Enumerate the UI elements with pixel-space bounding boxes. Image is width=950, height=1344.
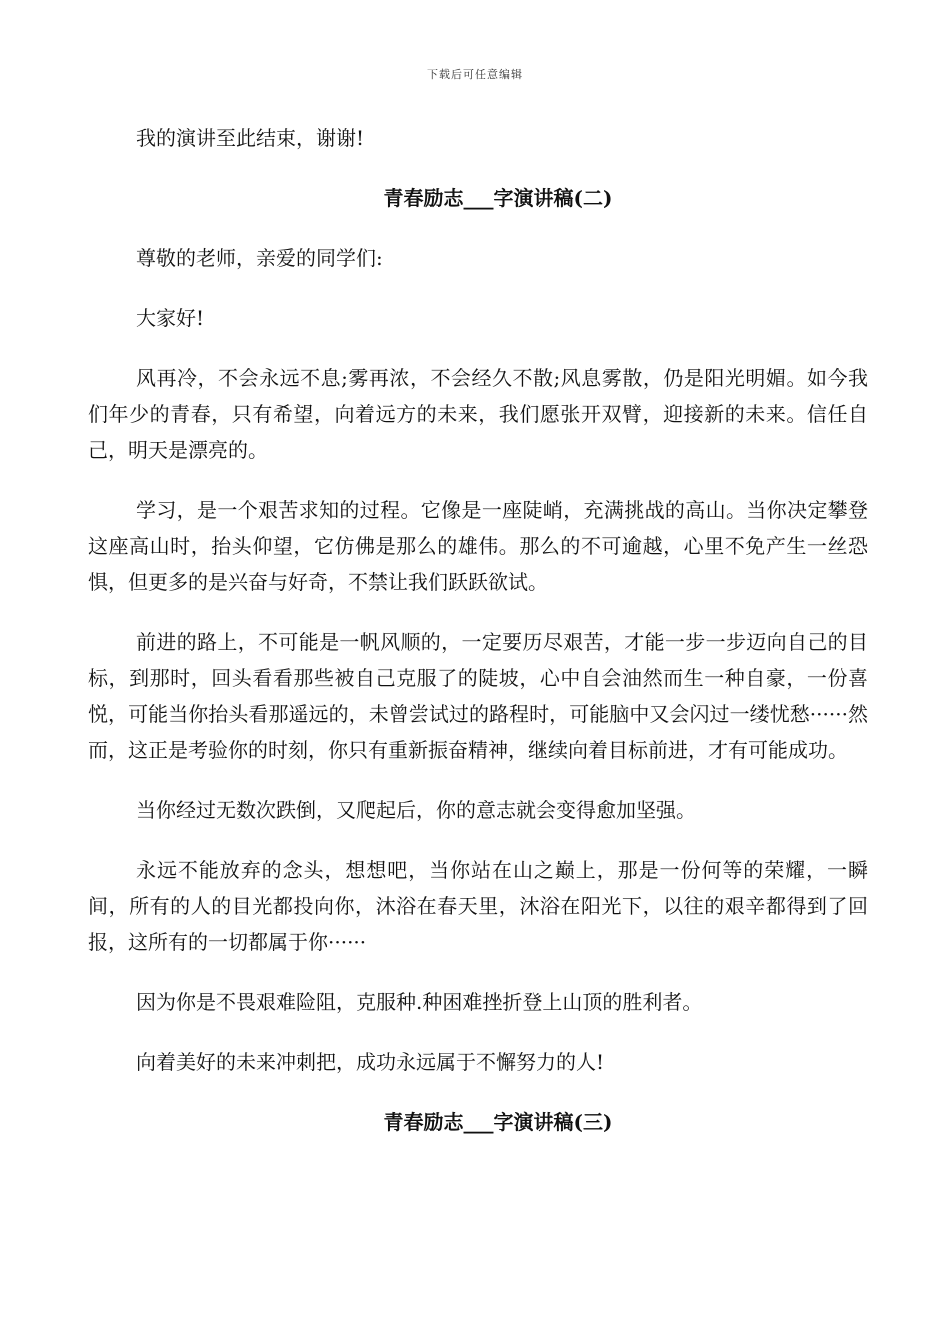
- body-paragraph: 向着美好的未来冲刺把，成功永远属于不懈努力的人!: [136, 1050, 605, 1074]
- body-paragraph: 学习，是一个艰苦求知的过程。它像是一座陡峭，充满挑战的高山。当你决定攀登这座高山时，抬头仰望，它仿佛是那么的雄伟。那么的不可逾越，心里不免产生一丝恐惧，但更多的是兴奋与好奇，不禁让我们跃跃欲试。: [88, 498, 868, 594]
- section-heading-2: 青春励志___字演讲稿(二): [383, 186, 613, 210]
- greeting-paragraph: 大家好!: [136, 306, 205, 330]
- body-paragraph: 前进的路上，不可能是一帆风顺的，一定要历尽艰苦，才能一步一步迈向自己的目标，到那时，回头看看那些被自己克服了的陡坡，心中自会油然而生一种自豪，一份喜悦，可能当你抬头看那遥远的，未曾尝试过的路程时，可能脑中又会闪过一缕忧愁······然而，这正是考验你的时刻，你只有重新振奋精神，继续向着目标前进，才有可能成功。: [88, 630, 868, 762]
- closing-paragraph: 我的演讲至此结束，谢谢!: [136, 126, 365, 150]
- body-paragraph: 因为你是不畏艰难险阻，克服种.种困难挫折登上山顶的胜利者。: [136, 990, 703, 1014]
- document-body: [88, 120, 868, 1164]
- body-paragraph: 风再冷，不会永远不息;雾再浓，不会经久不散;风息雾散，仍是阳光明媚。如今我们年少的青春，只有希望，向着远方的未来，我们愿张开双臂，迎接新的未来。信任自己，明天是漂亮的。: [88, 366, 868, 462]
- body-paragraph: 永远不能放弃的念头，想想吧，当你站在山之巅上，那是一份何等的荣耀，一瞬间，所有的人的目光都投向你，沐浴在春天里，沐浴在阳光下，以往的艰辛都得到了回报，这所有的一切都属于你······: [88, 858, 868, 954]
- salutation-paragraph: 尊敬的老师，亲爱的同学们:: [136, 246, 383, 270]
- page-header: 下载后可任意编辑: [427, 68, 523, 81]
- section-heading-3: 青春励志___字演讲稿(三): [383, 1110, 613, 1134]
- body-paragraph: 当你经过无数次跌倒，又爬起后，你的意志就会变得愈加坚强。: [136, 798, 696, 822]
